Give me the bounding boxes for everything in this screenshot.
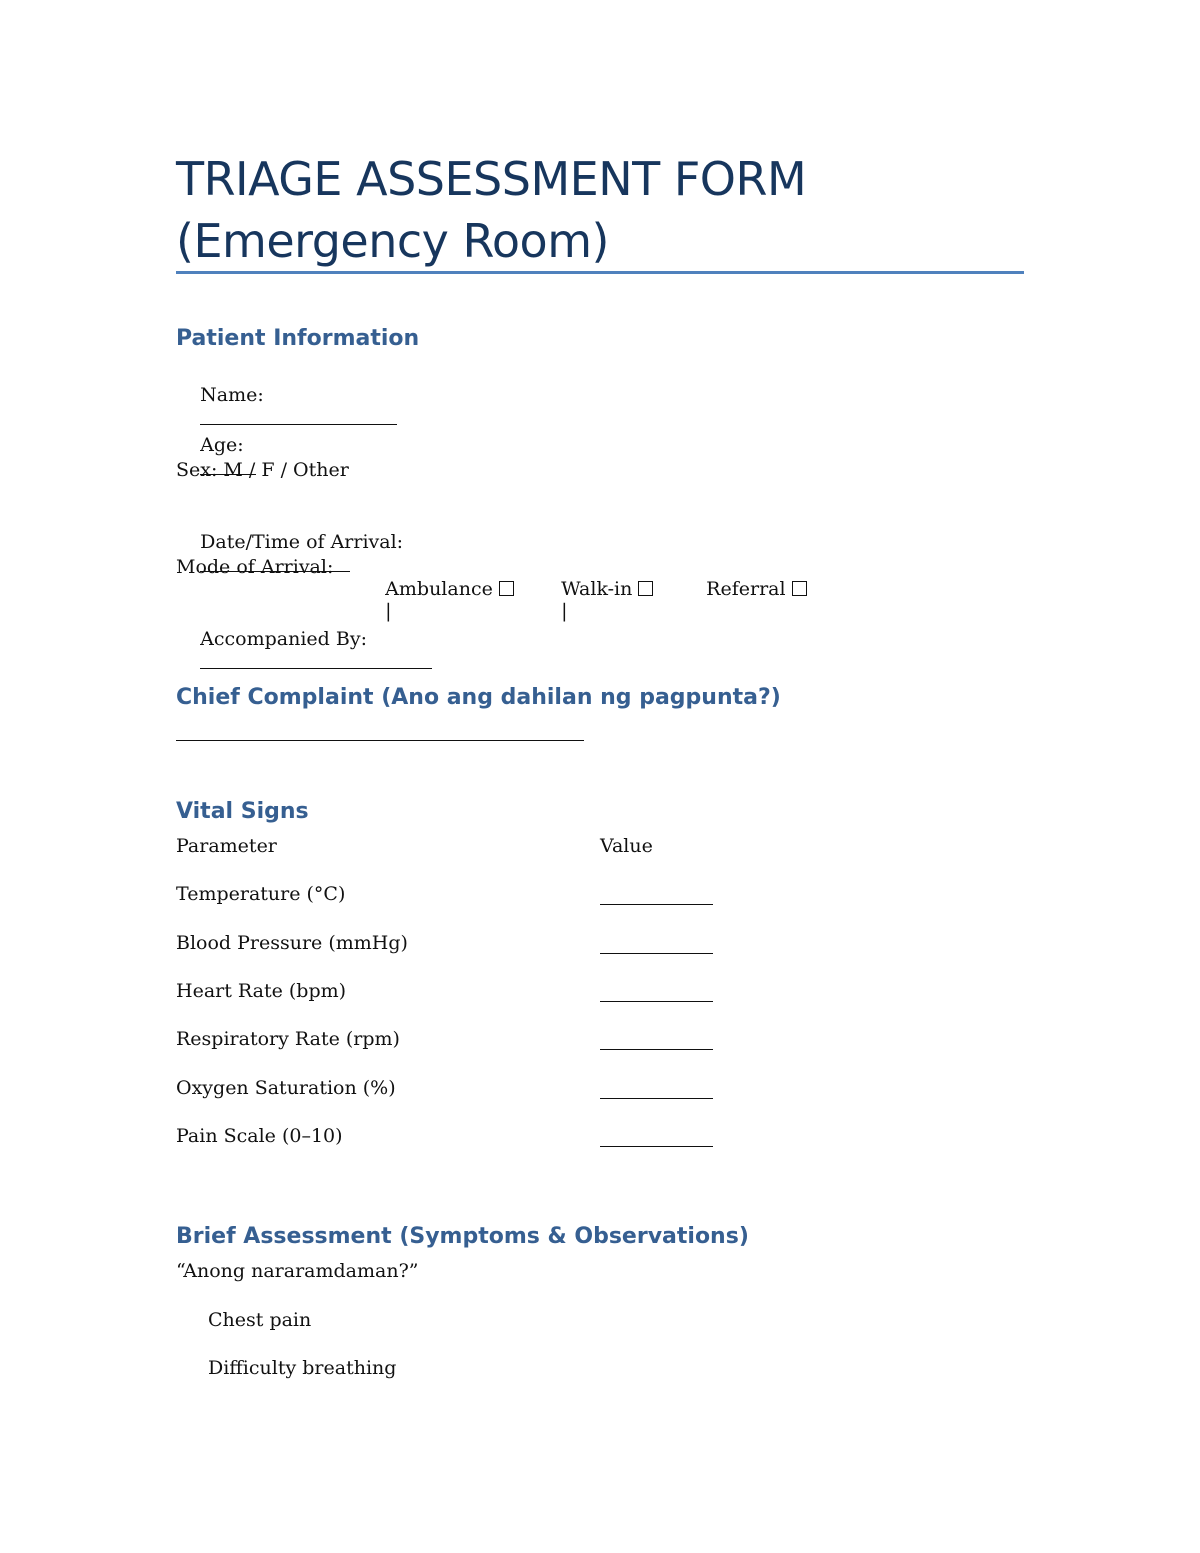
- chief-complaint-heading: Chief Complaint (Ano ang dahilan ng pagpunta?): [176, 685, 781, 710]
- brief-assessment-heading: Brief Assessment (Symptoms & Observations): [176, 1224, 749, 1249]
- vital-temperature-field[interactable]: [600, 903, 713, 905]
- ambulance-checkbox[interactable]: [499, 581, 514, 596]
- vital-heart-rate-field[interactable]: [600, 1000, 713, 1002]
- vital-respiratory-rate-field[interactable]: [600, 1048, 713, 1050]
- vital-respiratory-rate-label: Respiratory Rate (rpm): [176, 1028, 400, 1050]
- form-title: [176, 148, 806, 272]
- vital-blood-pressure-label: Blood Pressure (mmHg): [176, 932, 408, 954]
- referral-checkbox[interactable]: [792, 581, 807, 596]
- title-underline: [176, 271, 1024, 274]
- vital-signs-heading: Vital Signs: [176, 799, 309, 824]
- arrival-label: Date/Time of Arrival:: [200, 531, 404, 553]
- separator: |: [561, 600, 568, 622]
- vital-oxygen-saturation-field[interactable]: [600, 1097, 713, 1099]
- patient-info-heading: Patient Information: [176, 326, 420, 351]
- vital-pain-scale-field[interactable]: [600, 1145, 713, 1147]
- separator: |: [385, 600, 392, 622]
- accompanied-field[interactable]: [200, 650, 432, 669]
- parameter-column-header: Parameter: [176, 835, 277, 857]
- referral-label: Referral: [706, 578, 786, 600]
- accompanied-label: Accompanied By:: [200, 628, 367, 650]
- mode-option-referral[interactable]: [682, 556, 807, 622]
- mode-option-walkin[interactable]: [537, 556, 653, 644]
- age-label: Age:: [200, 434, 244, 456]
- symptom-chest-pain[interactable]: Chest pain: [208, 1309, 312, 1331]
- form-title-line2: (Emergency Room): [176, 214, 609, 268]
- form-title-line1: TRIAGE ASSESSMENT FORM: [176, 152, 807, 206]
- vital-heart-rate-label: Heart Rate (bpm): [176, 980, 347, 1002]
- assessment-question: “Anong nararamdaman?”: [176, 1260, 419, 1282]
- chief-complaint-field[interactable]: [176, 740, 584, 741]
- ambulance-label: Ambulance: [385, 578, 493, 600]
- sex-label: Sex: M / F / Other: [176, 459, 349, 481]
- vital-temperature-label: Temperature (°C): [176, 883, 346, 905]
- mode-label: Mode of Arrival:: [176, 556, 334, 578]
- value-column-header: Value: [600, 835, 653, 857]
- name-label: Name:: [200, 384, 264, 406]
- age-row: [176, 412, 256, 502]
- document-page: [176, 0, 1024, 1553]
- vital-blood-pressure-field[interactable]: [600, 952, 713, 954]
- symptom-difficulty-breathing[interactable]: Difficulty breathing: [208, 1357, 397, 1379]
- vital-pain-scale-label: Pain Scale (0–10): [176, 1125, 343, 1147]
- walkin-checkbox[interactable]: [638, 581, 653, 596]
- vital-oxygen-saturation-label: Oxygen Saturation (%): [176, 1077, 396, 1099]
- walkin-label: Walk-in: [561, 578, 633, 600]
- accompanied-row: [176, 606, 432, 696]
